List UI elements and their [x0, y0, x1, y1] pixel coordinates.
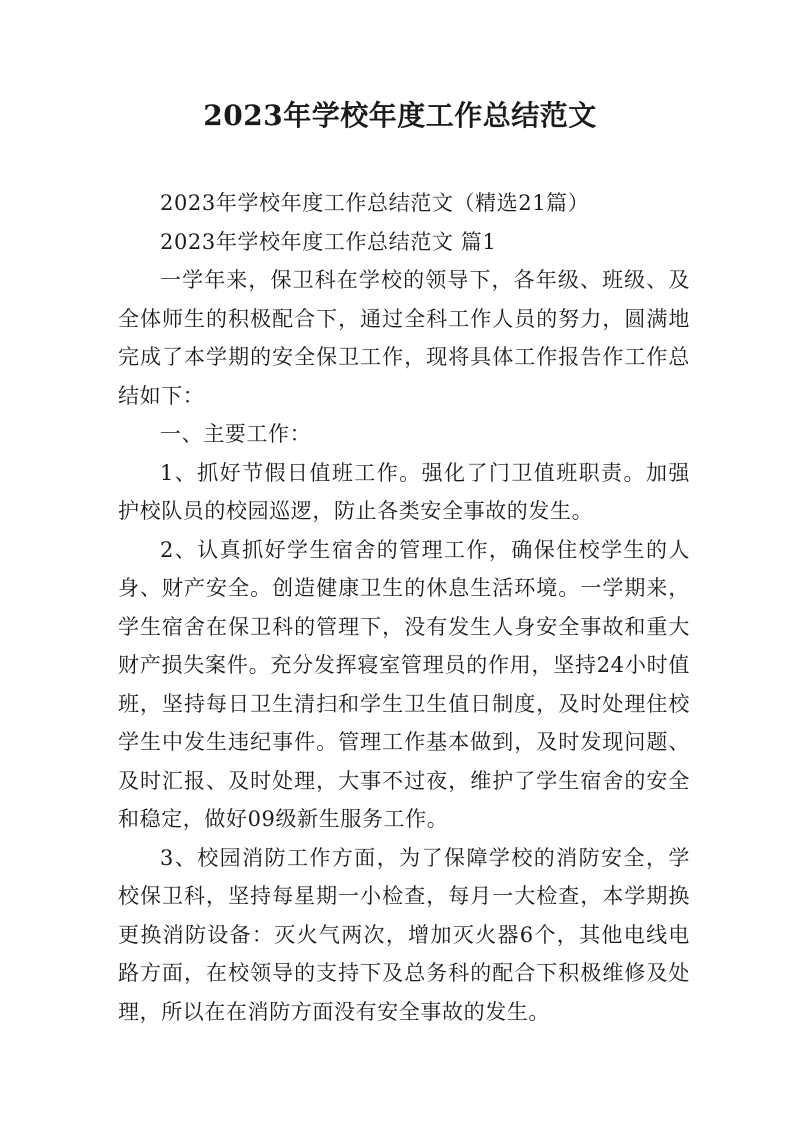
main-work-heading: 一、主要工作： — [160, 422, 312, 446]
subtitle-paragraph: 2023年学校年度工作总结范文（精选21篇） — [160, 191, 590, 215]
section-heading: 2023年学校年度工作总结范文 篇1 — [160, 229, 497, 254]
intro-paragraph: 一学年来，保卫科在学校的领导下，各年级、班级、及全体师生的积极配合下，通过全科工作人员的努力，圆满地完成了本学期的安全保卫工作，现将具体工作报告作工作总结如下： — [118, 268, 690, 408]
document-body — [118, 184, 690, 1031]
document-title: 2023年学校年度工作总结范文 — [203, 99, 597, 132]
item-3-paragraph: 3、校园消防工作方面，为了保障学校的消防安全，学校保卫科，坚持每星期一小检查，每月一大检查，本学期换更换消防设备：灭火气两次，增加灭火器6个，其他电线电路方面，在校领导的支持下及总务科的配合下积极维修及处理，所以在在消防方面没有安全事故的发生。 — [118, 845, 690, 1024]
item-2-paragraph: 2、认真抓好学生宿舍的管理工作，确保住校学生的人身、财产安全。创造健康卫生的休息生活环境。一学期来，学生宿舍在保卫科的管理下，没有发生人身安全事故和重大财产损失案件。充分发挥寝室管理员的作用，坚持24小时值班，坚持每日卫生清扫和学生卫生值日制度，及时处理住校学生中发生违纪事件。管理工作基本做到，及时发现问题、及时汇报、及时处理，大事不过夜，维护了学生宿舍的安全和稳定，做好09级新生服务工作。 — [118, 537, 690, 831]
item-1-paragraph: 1、抓好节假日值班工作。强化了门卫值班职责。加强护校队员的校园巡逻，防止各类安全事故的发生。 — [118, 460, 690, 523]
